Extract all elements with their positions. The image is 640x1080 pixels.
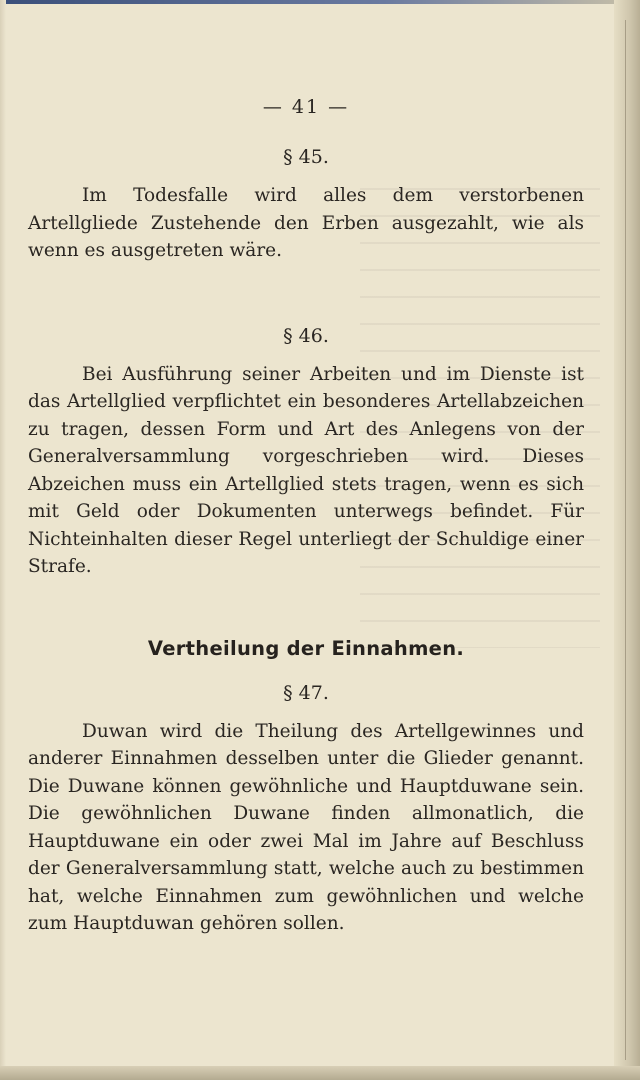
section-text: Duwan wird die Theilung des Artellgewinnes und anderer Einnahmen desselben unter die Glieder genannt. Die Duwane können gewöhnliche und Hauptduwane sein. Die gewöhnlichen Duwane finden allmonatlich, die Hauptduwane ein oder zwei Mal im Jahre auf Beschluss der Generalversammlung statt, welche auch zu bestimmen hat, welche Einnahmen zum gewöhnlichen und welche zum Hauptduwan gehören sollen.: [28, 720, 584, 934]
section-mark: § 45.: [283, 146, 329, 168]
section-45: [28, 146, 584, 265]
section-47: [28, 682, 584, 938]
page-bottom-edge: [0, 1066, 640, 1080]
section-mark: § 47.: [283, 681, 329, 704]
page-number: — 41 —: [262, 96, 350, 118]
page-left-edge: [0, 0, 6, 1080]
page-right-edge: [614, 0, 640, 1080]
chapter-heading: Vertheilung der Einnahmen.: [147, 636, 465, 660]
spacer: [28, 265, 584, 325]
page-content: [28, 96, 584, 938]
page-top-edge: [0, 0, 640, 4]
page-fold-line: [625, 20, 626, 1060]
section-46: [28, 325, 584, 581]
section-text: Bei Ausführung seiner Arbeiten und im Dienste ist das Artellglied verpflichtet ein besonderes Artellabzeichen zu tragen, dessen Form und Art des Anlegens von der Generalversammlung vorgeschrieben wird. Dieses Abzeichen muss ein Artellglied stets tragen, wenn es sich mit Geld oder Dokumenten unterwegs befindet. Für Nichteinhalten dieser Regel unterliegt der Schuldige einer Strafe.: [28, 363, 584, 577]
section-mark: § 46.: [283, 324, 329, 347]
section-text: Im Todesfalle wird alles dem verstorbenen Artellgliede Zustehende den Erben ausgezahlt, wie als wenn es ausgetreten wäre.: [28, 185, 584, 261]
